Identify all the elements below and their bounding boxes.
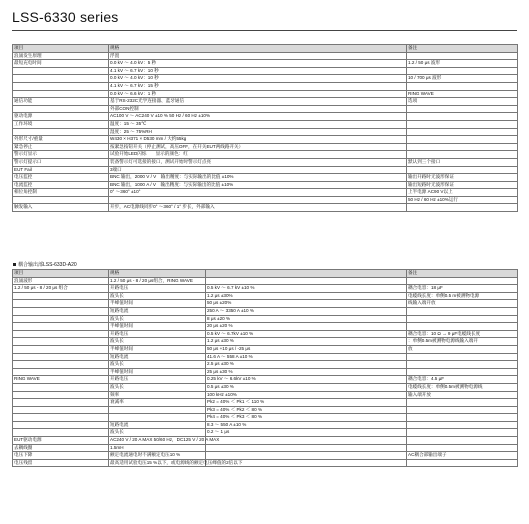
table-cell: 0.2 ～ 1 μs (206, 429, 407, 437)
table-row (13, 196, 518, 204)
table-cell: W430 × H371 × D530 mm / 大约55kg (109, 136, 407, 144)
table-cell (13, 429, 109, 437)
table-cell: 最短充电时间 (13, 60, 109, 68)
header-cell (206, 270, 407, 278)
table-cell (13, 67, 109, 75)
table-cell: 衰减率 (109, 399, 206, 407)
table-row (13, 307, 518, 315)
table-cell (13, 391, 109, 399)
table-cell: 4.1 kV ～ 6.7 kV：15 秒 (109, 82, 407, 90)
table-cell (407, 429, 518, 437)
table-cell: 基于RS-232C光学连接器、蓝牙通信 (109, 98, 407, 106)
table-cell: 1.2 μs ±30% (206, 292, 407, 300)
table-cell (13, 330, 109, 338)
table-cell: EUT驱动电源 (13, 437, 109, 445)
table-cell: 0.5 kV ～ 6.7kV ±10 % (206, 330, 407, 338)
table-cell: 浪涌波形 (13, 277, 109, 285)
table-row (13, 391, 518, 399)
table-cell (13, 315, 109, 323)
table-cell: Pk4 = 40% ＜ Pk3 ＜ 80 % (206, 414, 407, 422)
table-cell (13, 361, 109, 369)
table-cell: 8 μs ±20 % (206, 315, 407, 323)
table-cell (407, 307, 518, 315)
table-cell: 波头长 (109, 292, 206, 300)
page-title: LSS-6330 series (12, 9, 119, 25)
table-row (13, 90, 518, 98)
table-cell: 波头长 (109, 361, 206, 369)
table-row (13, 429, 518, 437)
table-cell: 警示灯提示口 (13, 158, 109, 166)
table-cell: 1.2 μs ±30 % (206, 338, 407, 346)
table-cell: 触发输入 (13, 204, 109, 212)
table-cell (407, 67, 518, 75)
table-cell: 警示灯显示 (13, 151, 109, 159)
table-cell: 额定电流通电时不满额定电压10 % (109, 452, 206, 460)
table-row (13, 174, 518, 182)
table-cell (13, 300, 109, 308)
table-cell: 外形尺寸/重量 (13, 136, 109, 144)
table-cell: 短路电流 (109, 307, 206, 315)
table-cell (407, 368, 518, 376)
table-cell (13, 82, 109, 90)
table-cell: 1.2 / 50 μs - 8 / 20 μs 组合 (13, 285, 109, 293)
table-cell (407, 151, 518, 159)
table-cell: 输出短路时无波形保证 (407, 181, 518, 189)
table-cell: 1.2 / 50 μs 波形 (407, 60, 518, 68)
header-cell: 规格 (109, 270, 206, 278)
table-cell (13, 383, 109, 391)
table-cell: 开路电压 (109, 285, 206, 293)
table-cell: 0.0 kV ～ 4.0 kV：5 秒 (109, 60, 407, 68)
table-row (13, 437, 518, 445)
table-cell: 装备警示灯可选接的接口，测试开始时警示灯点亮 (109, 158, 407, 166)
table-cell: 电压监控 (13, 174, 109, 182)
table-row (13, 330, 518, 338)
table-cell: 浮置 (109, 52, 407, 60)
table-cell: 电缆线长度：单侧0.5 m被测物电源 (407, 292, 518, 300)
coupling-table (12, 269, 518, 467)
table-cell: 1.5mH (109, 444, 206, 452)
table-cell: 按紧急按钮开关（停止测试，高压OFF，在开关EUT两线路开关） (109, 143, 407, 151)
table-cell: 0.5 μs ±30 % (206, 383, 407, 391)
table-cell: 开步，AC电源线同步0° ～360° / 1° 步长，外部输入 (109, 204, 407, 212)
table-cell: 50 μs +10 μs / -25 μs (206, 345, 407, 353)
table-cell (407, 323, 518, 331)
table-cell: 湿度：25 ～ 75%RH (109, 128, 407, 136)
table-cell (407, 136, 518, 144)
table-cell: 短路电流 (109, 421, 206, 429)
table-cell (407, 113, 518, 121)
table-cell (13, 105, 109, 113)
table-row (13, 376, 518, 384)
table-cell (206, 444, 407, 452)
table-cell: 50 Hz / 60 Hz ±10%运行 (407, 196, 518, 204)
table-header-row (13, 45, 518, 53)
table-cell (109, 196, 407, 204)
table-cell: 20 μs ±20 % (206, 323, 407, 331)
table-cell: 工作环境 (13, 120, 109, 128)
table-cell: 半峰值时间 (109, 368, 206, 376)
table-row (13, 421, 518, 429)
table-cell: 上半电源 AC90 V以上 (407, 189, 518, 197)
title-rule (12, 30, 517, 31)
table-cell: 8.3 ～ 550 A ±10 % (206, 421, 407, 429)
table-cell: 波头长 (109, 383, 206, 391)
table-row (13, 105, 518, 113)
table-cell: 外部CON控制 (109, 105, 407, 113)
table-row (13, 67, 518, 75)
table-row (13, 166, 518, 174)
table-cell: 半峰值时间 (109, 345, 206, 353)
table-cell (407, 120, 518, 128)
table-cell: AC耦合部输出端子 (407, 452, 518, 460)
table-row (13, 399, 518, 407)
table-row (13, 60, 518, 68)
table-cell: 波头长 (109, 315, 206, 323)
table-cell: 波头长 (109, 429, 206, 437)
table-cell: 0.0 kV ～ 4.0 kV：10 秒 (109, 75, 407, 83)
table-cell: 去耦线圈 (13, 444, 109, 452)
header-cell: 项目 (13, 270, 109, 278)
table-cell (13, 406, 109, 414)
table-row (13, 120, 518, 128)
table-cell (13, 421, 109, 429)
table-cell: 输入端开放 (407, 391, 518, 399)
table-cell (407, 52, 518, 60)
table-row (13, 338, 518, 346)
table-row (13, 181, 518, 189)
table-row (13, 98, 518, 106)
table-cell: AC100 V ～ AC240 V ±10 % 50 Hz / 60 Hz ±10% (109, 113, 407, 121)
table-cell: ：单侧0.5m被测物电源线输入端开 (407, 338, 518, 346)
table-cell: Pk3 = 40% ＜ Pk2 ＜ 80 % (206, 406, 407, 414)
table-cell (407, 82, 518, 90)
table-cell: 耦合电容：4.5 μF (407, 376, 518, 384)
section-heading (13, 261, 77, 268)
table-cell (407, 459, 518, 467)
table-cell: RING WAVE (407, 90, 518, 98)
table-cell (206, 452, 407, 460)
table-cell: 电流监控 (13, 181, 109, 189)
table-cell (407, 361, 518, 369)
table-cell (407, 353, 518, 361)
table-cell (13, 307, 109, 315)
table-row (13, 277, 518, 285)
table-cell: 开路电压 (109, 330, 206, 338)
table-cell: 41.6 A ～ 558 A ±10 % (206, 353, 407, 361)
table-cell (13, 292, 109, 300)
section-heading-text: 耦合输出部LSS-633D-A20 (18, 262, 77, 268)
table-row (13, 158, 518, 166)
table-cell: 电压下降 (13, 452, 109, 460)
table-cell: 25 μs ±30 % (206, 368, 407, 376)
table-row (13, 292, 518, 300)
table-cell (13, 196, 109, 204)
table-cell: 试验开始LED闪烁 显示的颜色：红 (109, 151, 407, 159)
bullet-icon (13, 263, 16, 266)
table-cell (407, 437, 518, 445)
table-row (13, 151, 518, 159)
table-cell: 2.5 μs ±30 % (206, 361, 407, 369)
table-cell: 10 / 700 μs 波形 (407, 75, 518, 83)
table-row (13, 300, 518, 308)
table-cell: 默认到三个接口 (407, 158, 518, 166)
table-cell (13, 368, 109, 376)
table-cell: 3端口 (109, 166, 407, 174)
table-cell: 频率 (109, 391, 206, 399)
table-cell (109, 406, 206, 414)
table-cell: 耦合电容：10 Ω → 9 μF电缆线长度 (407, 330, 518, 338)
table-row (13, 459, 518, 467)
table-cell (13, 338, 109, 346)
table-cell: 耦合电容：18 μF (407, 285, 518, 293)
table-cell (206, 437, 407, 445)
table-cell (109, 414, 206, 422)
table-cell: 驱动电源 (13, 113, 109, 121)
table-row (13, 452, 518, 460)
table-cell: 0.5 kV ～ 6.7 kV ±10 % (206, 285, 407, 293)
table-cell (13, 90, 109, 98)
table-cell: Pk2 = 40% ＜ Pk1 ＜ 110 % (206, 399, 407, 407)
table-row (13, 383, 518, 391)
table-row (13, 368, 518, 376)
table-cell (407, 105, 518, 113)
table-row (13, 75, 518, 83)
table-cell: 50 μs ±20% (206, 300, 407, 308)
table-row (13, 361, 518, 369)
table-cell: 温度：15 ～ 35℃ (109, 120, 407, 128)
table-header-row (13, 270, 518, 278)
table-cell: 选项 (407, 98, 518, 106)
table-cell: 4.1 kV ～ 6.7 kV：10 秒 (109, 67, 407, 75)
table-row (13, 189, 518, 197)
table-cell: 输出开路时无波形保证 (407, 174, 518, 182)
table-row (13, 52, 518, 60)
table-cell (13, 128, 109, 136)
header-cell: 备注 (407, 270, 518, 278)
table-cell: AC240 V / 20 A MAX 50/60 Hz，DC125 V / 20 A MAX (109, 437, 206, 445)
table-cell: 线输入端开放 (407, 300, 518, 308)
table-row (13, 128, 518, 136)
table-row (13, 345, 518, 353)
table-cell: 0° ～360° ±10° (109, 189, 407, 197)
table-cell (407, 315, 518, 323)
table-cell: 紧急停止 (13, 143, 109, 151)
table-cell: 相位角控制 (13, 189, 109, 197)
table-cell: 开路电压 (109, 376, 206, 384)
table-cell: 半峰值时间 (109, 300, 206, 308)
table-cell (13, 414, 109, 422)
table-cell: BNC 输出，2000 V / V 输出精度：与实际输出的比值 ±10% (109, 174, 407, 182)
table-row (13, 285, 518, 293)
header-cell: 规格 (109, 45, 407, 53)
table-row (13, 353, 518, 361)
table-row (13, 113, 518, 121)
table-row (13, 82, 518, 90)
table-cell: RING WAVE (13, 376, 109, 384)
table-cell: 0.0 kV ～ 6.6 kV：1 秒 (109, 90, 407, 98)
table-cell: 100 kHz ±10% (206, 391, 407, 399)
table-cell: 短路电流 (109, 353, 206, 361)
table-cell (407, 414, 518, 422)
table-cell: 最高适用试验电压15 %以下，或电源线的额定电压峰值的2倍以下 (109, 459, 206, 467)
table-row (13, 444, 518, 452)
table-cell (13, 399, 109, 407)
table-cell (13, 323, 109, 331)
table-row (13, 323, 518, 331)
table-cell (407, 444, 518, 452)
table-cell: 波头长 (109, 338, 206, 346)
spec-table (12, 44, 518, 212)
table-row (13, 315, 518, 323)
table-cell (407, 143, 518, 151)
table-cell: 半峰值时间 (109, 323, 206, 331)
table-cell: 1.2 / 50 μs - 8 / 20 μs组合，RING WAVE (109, 277, 206, 285)
table-cell: 浪涌发生原理 (13, 52, 109, 60)
table-cell: 0.25 kV ～ 6.6kV ±10 % (206, 376, 407, 384)
table-cell: 放 (407, 345, 518, 353)
table-cell (206, 277, 407, 285)
table-cell: BNC 输出，1000 A / V 输出精度：与实际输出的比值 ±10% (109, 181, 407, 189)
table-cell: 250 A ～ 3350 A ±10 % (206, 307, 407, 315)
table-cell (407, 204, 518, 212)
table-cell: EUT Fail (13, 166, 109, 174)
table-cell: 电缆线长度：单侧0.5m被测物电源线 (407, 383, 518, 391)
table-cell (13, 345, 109, 353)
table-cell (407, 128, 518, 136)
table-cell (407, 406, 518, 414)
table-cell (13, 353, 109, 361)
table-row (13, 414, 518, 422)
table-cell (13, 75, 109, 83)
table-cell (407, 421, 518, 429)
table-cell (407, 277, 518, 285)
table-row (13, 204, 518, 212)
table-row (13, 143, 518, 151)
table-cell: 通信功能 (13, 98, 109, 106)
table-row (13, 406, 518, 414)
header-cell: 项目 (13, 45, 109, 53)
table-cell (407, 166, 518, 174)
table-cell (407, 399, 518, 407)
header-cell: 备注 (407, 45, 518, 53)
table-cell: 电压残留 (13, 459, 109, 467)
table-row (13, 136, 518, 144)
